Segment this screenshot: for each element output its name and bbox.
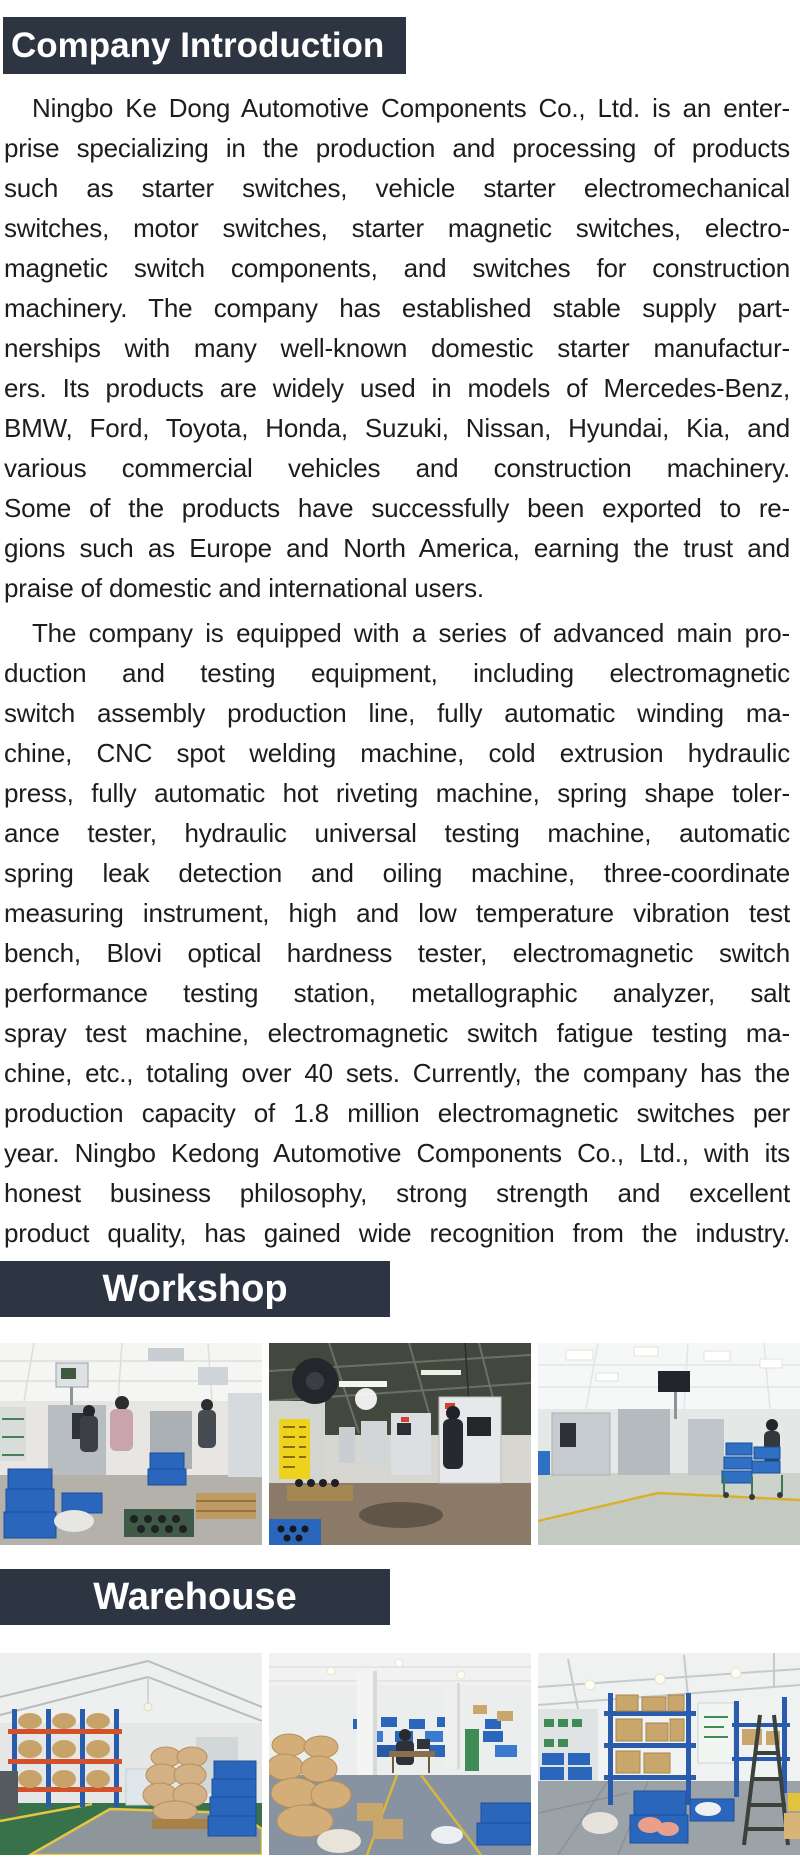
text-line: machinery. The company has established stable supply part- bbox=[4, 293, 790, 323]
text-line: spring leak detection and oiling machine, three-coordinate bbox=[4, 858, 790, 888]
workshop-photo-1-image bbox=[0, 1343, 262, 1545]
text-line: nerships with many well-known domestic starter manufactur- bbox=[4, 333, 790, 363]
text-line: year. Ningbo Kedong Automotive Components Co., Ltd., with its bbox=[4, 1138, 790, 1168]
section-title-warehouse: Warehouse bbox=[0, 1569, 390, 1625]
text-line: gions such as Europe and North America, earning the trust and bbox=[4, 533, 790, 563]
section-title-workshop: Workshop bbox=[0, 1261, 390, 1317]
warehouse-photo-2-image bbox=[269, 1653, 531, 1855]
text-line: switch assembly production line, fully automatic winding ma- bbox=[4, 698, 790, 728]
text-line: chine, CNC spot welding machine, cold extrusion hydraulic bbox=[4, 738, 790, 768]
warehouse-photo-row bbox=[0, 1653, 800, 1855]
text-line: BMW, Ford, Toyota, Honda, Suzuki, Nissan, Hyundai, Kia, and bbox=[4, 413, 790, 443]
intro-paragraph-1 bbox=[4, 88, 790, 608]
warehouse-photo-1-image bbox=[0, 1653, 262, 1855]
text-line: measuring instrument, high and low temperature vibration test bbox=[4, 898, 790, 928]
workshop-photo-3 bbox=[538, 1343, 800, 1545]
warehouse-photo-2 bbox=[269, 1653, 531, 1855]
text-line: chine, etc., totaling over 40 sets. Currently, the company has the bbox=[4, 1058, 790, 1088]
workshop-photo-2-image bbox=[269, 1343, 531, 1545]
text-line: Ningbo Ke Dong Automotive Components Co., Ltd. is an enter- bbox=[32, 93, 790, 123]
text-line: Some of the products have successfully been exported to re- bbox=[4, 493, 790, 523]
text-line: ance tester, hydraulic universal testing machine, automatic bbox=[4, 818, 790, 848]
text-line: prise specializing in the production and processing of products bbox=[4, 133, 790, 163]
intro-paragraph-2 bbox=[4, 613, 790, 1253]
text-line: product quality, has gained wide recognition from the industry. bbox=[4, 1218, 790, 1248]
text-line: honest business philosophy, strong strength and excellent bbox=[4, 1178, 790, 1208]
text-line: magnetic switch components, and switches for construction bbox=[4, 253, 790, 283]
company-introduction-text bbox=[0, 88, 800, 1253]
text-line: production capacity of 1.8 million electromagnetic switches per bbox=[4, 1098, 790, 1128]
section-title-company-introduction: Company Introduction bbox=[3, 17, 406, 74]
text-line: press, fully automatic hot riveting machine, spring shape toler- bbox=[4, 778, 790, 808]
workshop-photo-row bbox=[0, 1343, 800, 1545]
text-line: The company is equipped with a series of advanced main pro- bbox=[32, 618, 790, 648]
text-line: such as starter switches, vehicle starter electromechanical bbox=[4, 173, 790, 203]
text-line: praise of domestic and international users. bbox=[4, 573, 484, 603]
text-line: spray test machine, electromagnetic switch fatigue testing ma- bbox=[4, 1018, 790, 1048]
text-line: performance testing station, metallographic analyzer, salt bbox=[4, 978, 790, 1008]
text-line: switches, motor switches, starter magnetic switches, electro- bbox=[4, 213, 790, 243]
text-line: duction and testing equipment, including electromagnetic bbox=[4, 658, 790, 688]
warehouse-photo-3-image bbox=[538, 1653, 800, 1855]
warehouse-photo-3 bbox=[538, 1653, 800, 1855]
workshop-photo-2 bbox=[269, 1343, 531, 1545]
warehouse-photo-1 bbox=[0, 1653, 262, 1855]
workshop-photo-1 bbox=[0, 1343, 262, 1545]
text-line: bench, Blovi optical hardness tester, electromagnetic switch bbox=[4, 938, 790, 968]
text-line: ers. Its products are widely used in models of Mercedes-Benz, bbox=[4, 373, 790, 403]
text-line: various commercial vehicles and construction machinery. bbox=[4, 453, 790, 483]
workshop-photo-3-image bbox=[538, 1343, 800, 1545]
